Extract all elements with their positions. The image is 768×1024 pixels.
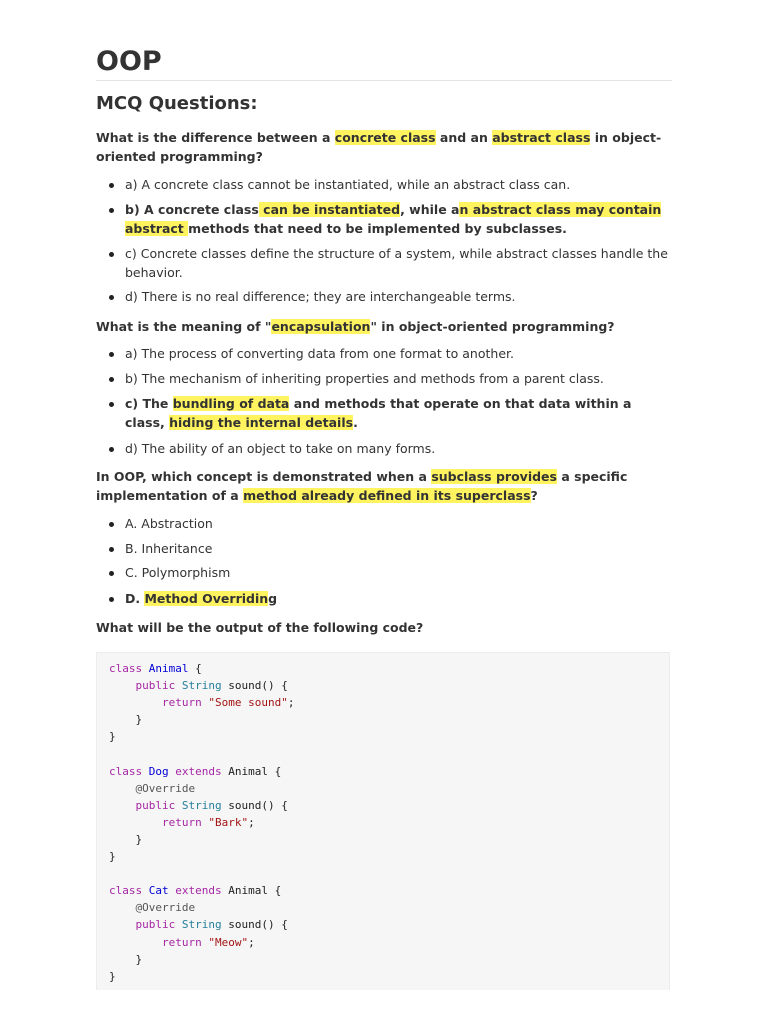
- code-method: sound() {: [228, 798, 288, 812]
- code-class-dog: Dog: [148, 764, 169, 778]
- q2c-text-1: c) The: [125, 396, 173, 411]
- q1-option-c: c) Concrete classes define the structure of a system, while abstract classes handle the behavior.: [96, 245, 672, 282]
- code-parent-animal: Animal: [228, 884, 268, 898]
- q1b-highlight-2: n abstract class may contain abstract: [125, 202, 662, 236]
- code-kw-return: return: [161, 696, 202, 710]
- q1b-text-3: methods that need to be implemented by subclasses.: [188, 220, 567, 236]
- question-1: [96, 129, 672, 166]
- code-annotation: @Override: [135, 901, 196, 915]
- code-kw-extends: extends: [175, 884, 222, 898]
- code-block: [96, 652, 670, 990]
- code-brace: {: [274, 884, 282, 898]
- q3-highlight-subclass: subclass provides: [431, 469, 557, 484]
- code-method: sound() {: [228, 918, 288, 932]
- q1-option-d: d) There is no real difference; they are interchangeable terms.: [96, 288, 672, 307]
- page-title: OOP: [96, 46, 162, 77]
- code-kw-public: public: [135, 679, 176, 693]
- code-class-cat: Cat: [148, 884, 169, 898]
- code-type-string: String: [181, 679, 222, 693]
- code-brace: {: [195, 662, 202, 675]
- question-2: [96, 318, 672, 337]
- q2-option-b: b) The mechanism of inheriting properties and methods from a parent class.: [96, 370, 672, 389]
- code-kw-class: class: [109, 884, 143, 898]
- q1b-text-1: b) A concrete class: [125, 202, 259, 217]
- q1-option-a: a) A concrete class cannot be instantiated, while an abstract class can.: [96, 176, 672, 195]
- q1-text-1: What is the difference between a: [96, 130, 335, 145]
- code-brace: }: [109, 850, 116, 864]
- code-type-string: String: [181, 918, 222, 932]
- code-brace: {: [274, 764, 282, 778]
- code-string: "Meow": [208, 935, 249, 949]
- q3-highlight-method: method already defined in its superclass: [243, 487, 531, 503]
- code-method: sound() {: [228, 679, 288, 693]
- title-divider: [96, 80, 672, 81]
- q3-option-d: [96, 590, 672, 609]
- question-4: What will be the output of the following code?: [96, 620, 424, 635]
- question-3: [96, 468, 672, 505]
- q2c-highlight-1: bundling of data: [172, 396, 290, 411]
- q3-option-c: C. Polymorphism: [96, 564, 672, 583]
- q2-option-a: a) The process of converting data from one format to another.: [96, 345, 672, 364]
- q2c-text-3: .: [353, 414, 358, 430]
- code-brace: }: [135, 832, 143, 846]
- q3-option-a: A. Abstraction: [96, 515, 672, 534]
- code-kw-return: return: [161, 815, 202, 829]
- code-brace: }: [135, 952, 143, 966]
- q3d-text-1: D.: [125, 591, 145, 606]
- q1-text-2: and an: [435, 130, 493, 145]
- code-semicolon: ;: [248, 935, 255, 949]
- code-kw-public: public: [135, 918, 176, 932]
- q3d-highlight: Method Overridin: [144, 591, 269, 606]
- q2c-highlight-2: hiding the internal details: [169, 414, 354, 430]
- q2c-text-2: and methods that operate on that data within a class,: [125, 396, 632, 430]
- code-type-string: String: [181, 798, 222, 812]
- code-kw-return: return: [161, 935, 202, 949]
- code-semicolon: ;: [287, 696, 295, 710]
- q2-text-1: What is the meaning of ": [96, 319, 272, 334]
- code-string: "Some sound": [208, 696, 288, 710]
- code-annotation: @Override: [135, 781, 196, 795]
- q2-text-2: " in object-oriented programming?: [370, 319, 615, 334]
- q3-text-2: a specific implementation of a: [96, 469, 628, 503]
- code-parent-animal: Animal: [228, 764, 268, 778]
- code-brace: }: [109, 730, 116, 744]
- code-kw-class: class: [109, 764, 143, 778]
- code-string: "Bark": [208, 815, 249, 829]
- code-kw-extends: extends: [175, 764, 222, 778]
- q1-option-b: [96, 201, 672, 238]
- code-brace: }: [109, 969, 116, 983]
- section-heading: MCQ Questions:: [96, 93, 258, 114]
- code-semicolon: ;: [248, 815, 255, 829]
- q1-highlight-concrete: concrete class: [334, 130, 436, 145]
- code-class-animal: Animal: [148, 662, 189, 675]
- q3-option-b: B. Inheritance: [96, 540, 672, 559]
- code-kw-class: class: [109, 662, 143, 675]
- q3-text-3: ?: [530, 487, 538, 503]
- q3-text-1: In OOP, which concept is demonstrated when a: [96, 469, 432, 484]
- q1-highlight-abstract: abstract class: [492, 130, 591, 145]
- code-kw-public: public: [135, 798, 176, 812]
- q2-option-d: d) The ability of an object to take on many forms.: [96, 440, 672, 459]
- q1b-text-2: , while a: [400, 202, 460, 217]
- q1-text-3: in object-oriented programming?: [96, 130, 662, 164]
- code-content: [109, 660, 294, 985]
- q2-option-c: [96, 395, 672, 432]
- q2-highlight-encapsulation: encapsulation: [271, 319, 371, 334]
- code-brace: }: [135, 713, 143, 727]
- q3d-text-2: g: [268, 591, 278, 606]
- q1b-highlight-1: can be instantiated: [258, 202, 401, 217]
